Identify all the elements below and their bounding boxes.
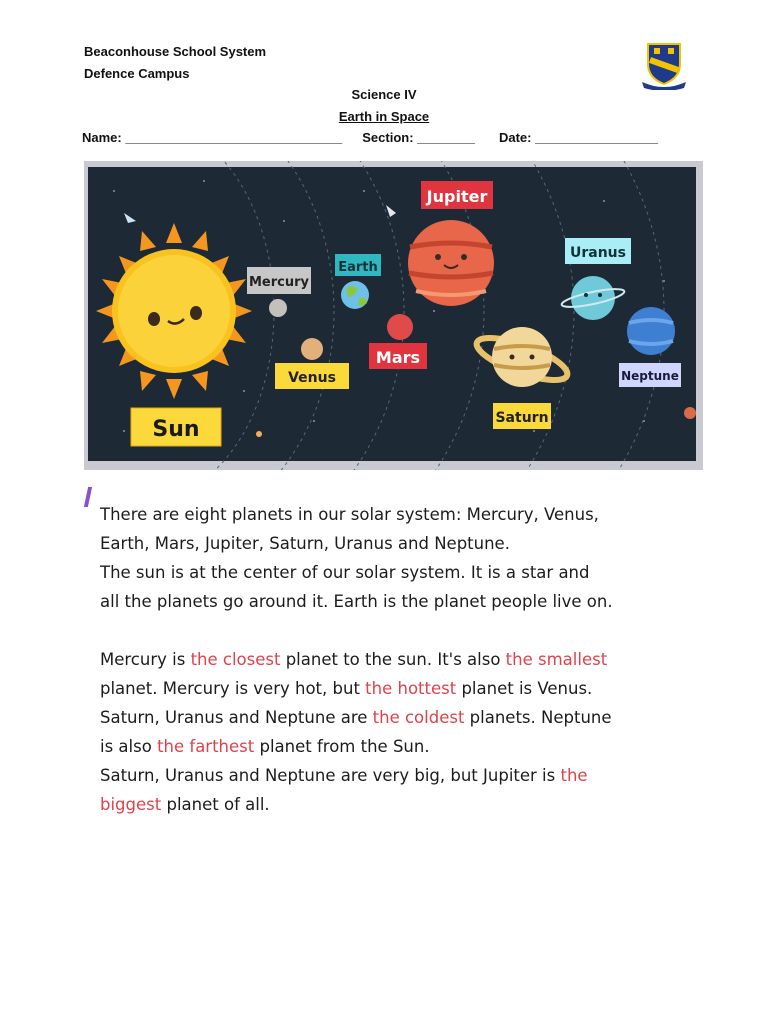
earth-icon <box>341 281 369 309</box>
text-line: Saturn, Uranus and Neptune are the coldest planets. Neptune <box>100 708 612 727</box>
uranus-label: Uranus <box>570 245 626 261</box>
highlight-coldest: the coldest <box>372 708 465 727</box>
text-line: Saturn, Uranus and Neptune are very big, but Jupiter is the <box>100 766 588 785</box>
school-crest-icon <box>640 40 688 90</box>
planet-edge-icon <box>684 407 696 419</box>
earth-label: Earth <box>338 260 378 275</box>
school-name: Beaconhouse School System <box>84 44 267 59</box>
text-line: Mercury is the closest planet to the sun. It's also the smallest <box>100 650 608 669</box>
mars-label: Mars <box>375 348 421 367</box>
highlight-closest: the closest <box>190 650 281 669</box>
text-line: There are eight planets in our solar system: Mercury, Venus, <box>100 505 599 524</box>
date-field[interactable]: Date: _________________ <box>498 130 659 145</box>
name-field[interactable]: Name: ______________________________ <box>82 130 343 145</box>
subject-title: Science IV <box>351 87 417 102</box>
mars-icon <box>387 314 413 340</box>
text-line: The sun is at the center of our solar system. It is a star and <box>100 563 590 582</box>
highlight-hottest: the hottest <box>365 679 457 698</box>
campus-name: Defence Campus <box>84 66 190 81</box>
text-line: planet. Mercury is very hot, but the hottest planet is Venus. <box>100 679 593 698</box>
topic-title: Earth in Space <box>338 109 430 124</box>
neptune-icon <box>627 307 675 355</box>
text-line: Earth, Mars, Jupiter, Saturn, Uranus and Neptune. <box>100 534 510 553</box>
jupiter-label: Jupiter <box>426 187 488 206</box>
venus-icon <box>301 338 323 360</box>
margin-mark <box>84 487 92 507</box>
section-field[interactable]: Section: ________ <box>362 130 475 145</box>
venus-label: Venus <box>288 370 336 386</box>
saturn-label: Saturn <box>495 410 549 426</box>
neptune-label: Neptune <box>621 369 679 383</box>
highlight-the: the <box>560 766 588 785</box>
highlight-biggest: biggest <box>100 795 162 814</box>
solar-system-illustration <box>84 161 703 470</box>
text-line: all the planets go around it. Earth is the planet people live on. <box>100 592 613 611</box>
student-info-fields <box>82 130 658 145</box>
reading-passage <box>100 500 660 819</box>
highlight-farthest: the farthest <box>157 737 255 756</box>
asteroid-icon <box>256 431 262 437</box>
mercury-label: Mercury <box>248 275 310 290</box>
highlight-smallest: the smallest <box>505 650 608 669</box>
sun-label: Sun <box>152 417 200 442</box>
text-line: biggest planet of all. <box>100 795 270 814</box>
text-line: is also the farthest planet from the Sun. <box>100 737 430 756</box>
mercury-icon <box>269 299 287 317</box>
jupiter-icon <box>408 220 494 306</box>
